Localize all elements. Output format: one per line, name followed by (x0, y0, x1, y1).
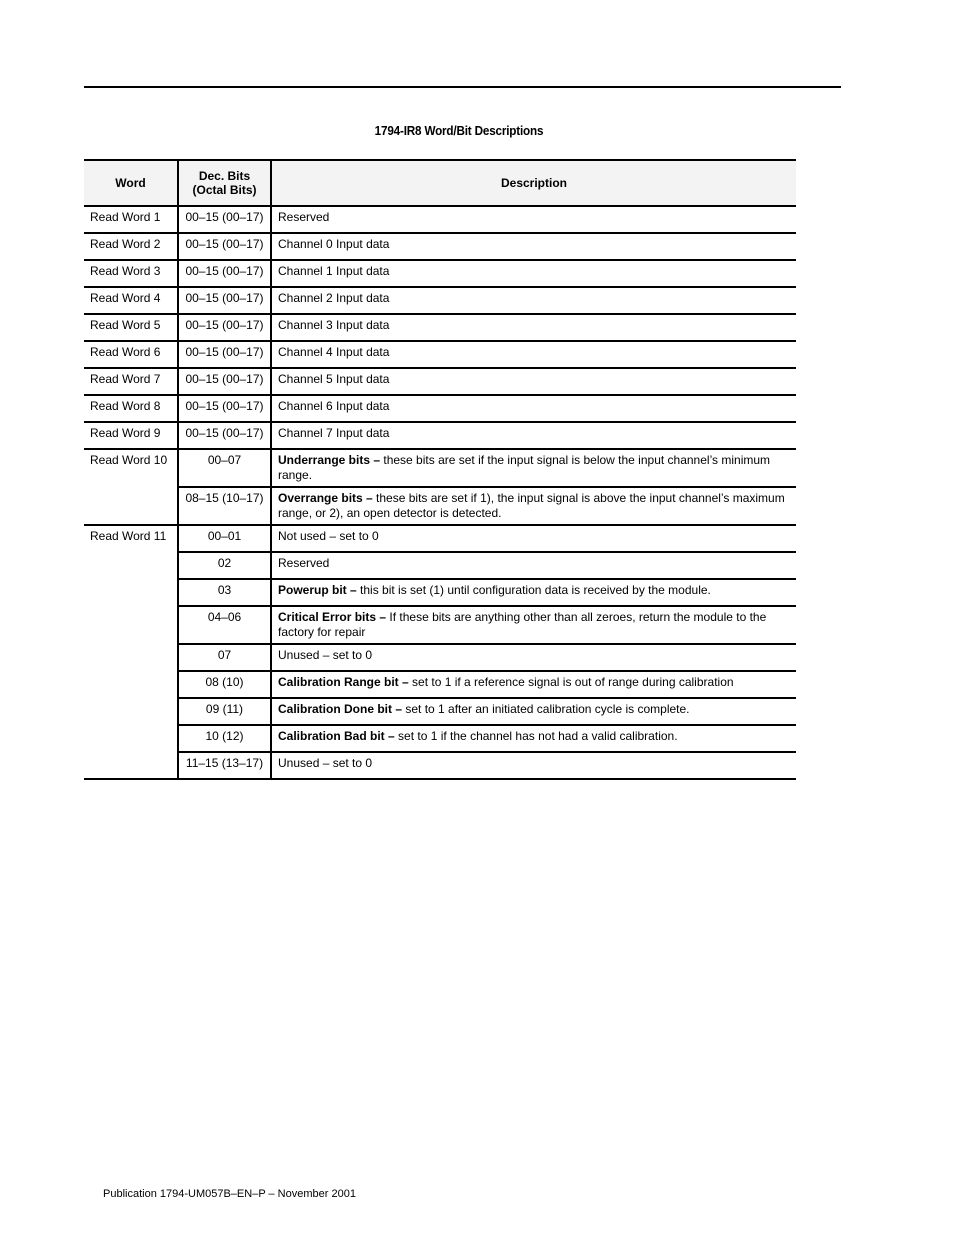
description-label: Calibration Done bit – (278, 702, 403, 716)
cell-description (271, 206, 796, 233)
cell-bits: 07 (178, 644, 271, 671)
description-text: Channel 6 Input data (278, 399, 390, 413)
table-row (84, 341, 796, 368)
cell-description (271, 368, 796, 395)
word-bit-table (84, 159, 796, 780)
cell-word: Read Word 6 (84, 341, 178, 368)
header-bits (178, 160, 271, 206)
cell-description (271, 449, 796, 487)
table-row (84, 206, 796, 233)
cell-description (271, 752, 796, 779)
cell-word: Read Word 5 (84, 314, 178, 341)
description-text: Channel 1 Input data (278, 264, 390, 278)
description-text: set to 1 after an initiated calibration cycle is complete. (402, 702, 690, 716)
description-text: set to 1 if the channel has not had a valid calibration. (394, 729, 678, 743)
table-row (84, 698, 796, 725)
cell-bits: 00–07 (178, 449, 271, 487)
description-text: Channel 2 Input data (278, 291, 390, 305)
cell-description (271, 552, 796, 579)
table-row (84, 579, 796, 606)
description-text: Channel 5 Input data (278, 372, 390, 386)
cell-bits: 00–15 (00–17) (178, 206, 271, 233)
table-row (84, 752, 796, 779)
cell-word: Read Word 10 (84, 449, 178, 525)
table-row (84, 552, 796, 579)
cell-bits: 00–15 (00–17) (178, 368, 271, 395)
cell-bits: 00–15 (00–17) (178, 422, 271, 449)
table-row (84, 233, 796, 260)
table-row (84, 725, 796, 752)
cell-description (271, 606, 796, 644)
header-bits-line2: (Octal Bits) (192, 183, 257, 197)
cell-word: Read Word 1 (84, 206, 178, 233)
description-text: Reserved (278, 210, 330, 224)
description-text: set to 1 if a reference signal is out of range during calibration (408, 675, 734, 689)
top-rule (84, 86, 841, 88)
cell-word: Read Word 3 (84, 260, 178, 287)
table-row (84, 671, 796, 698)
description-text: Channel 0 Input data (278, 237, 390, 251)
description-text: these bits are set if 1), the input signal is above the input channel’s maximum range, or 2), an open detector is detected. (278, 491, 785, 520)
cell-description (271, 525, 796, 552)
table-row (84, 525, 796, 552)
cell-bits: 08–15 (10–17) (178, 487, 271, 525)
cell-description (271, 671, 796, 698)
cell-word: Read Word 8 (84, 395, 178, 422)
description-text: these bits are set if the input signal is below the input channel’s minimum range. (278, 453, 771, 482)
description-label: Critical Error bits – (278, 610, 387, 624)
table-row (84, 260, 796, 287)
cell-bits: 00–01 (178, 525, 271, 552)
description-text: Unused – set to 0 (278, 648, 373, 662)
cell-bits: 02 (178, 552, 271, 579)
table-row (84, 449, 796, 487)
cell-description (271, 644, 796, 671)
description-text: Channel 3 Input data (278, 318, 390, 332)
cell-description (271, 725, 796, 752)
footer-publication: Publication 1794-UM057B–EN–P – November 2001 (103, 1188, 356, 1200)
cell-description (271, 314, 796, 341)
description-label: Underrange bits – (278, 453, 381, 467)
description-text: Channel 4 Input data (278, 345, 390, 359)
cell-bits: 11–15 (13–17) (178, 752, 271, 779)
header-bits-line1: Dec. Bits (198, 169, 251, 183)
description-text: this bit is set (1) until configuration data is received by the module. (356, 583, 711, 597)
description-text: Reserved (278, 556, 330, 570)
cell-description (271, 698, 796, 725)
cell-word: Read Word 11 (84, 525, 178, 779)
cell-word: Read Word 9 (84, 422, 178, 449)
header-description: Description (271, 160, 796, 206)
cell-word: Read Word 4 (84, 287, 178, 314)
table-row (84, 644, 796, 671)
cell-word: Read Word 7 (84, 368, 178, 395)
cell-bits: 10 (12) (178, 725, 271, 752)
description-text: Channel 7 Input data (278, 426, 390, 440)
cell-description (271, 341, 796, 368)
table-body (84, 206, 796, 779)
description-text: Unused – set to 0 (278, 756, 373, 770)
table-row (84, 368, 796, 395)
cell-description (271, 487, 796, 525)
description-label: Powerup bit – (278, 583, 357, 597)
table-row (84, 395, 796, 422)
table-header-row (84, 160, 796, 206)
cell-description (271, 579, 796, 606)
table-row (84, 314, 796, 341)
description-text: If these bits are anything other than all zeroes, return the module to the factory for repair (278, 610, 767, 639)
description-label: Overrange bits – (278, 491, 373, 505)
table-row (84, 606, 796, 644)
description-text: Not used – set to 0 (278, 529, 379, 543)
cell-description (271, 233, 796, 260)
description-label: Calibration Bad bit – (278, 729, 395, 743)
cell-bits: 00–15 (00–17) (178, 233, 271, 260)
cell-bits: 03 (178, 579, 271, 606)
header-word: Word (84, 160, 178, 206)
cell-description (271, 287, 796, 314)
table-row (84, 487, 796, 525)
cell-bits: 08 (10) (178, 671, 271, 698)
cell-bits: 00–15 (00–17) (178, 341, 271, 368)
cell-description (271, 422, 796, 449)
cell-bits: 04–06 (178, 606, 271, 644)
table-row (84, 422, 796, 449)
table-title: 1794-IR8 Word/Bit Descriptions (374, 123, 544, 138)
description-label: Calibration Range bit – (278, 675, 409, 689)
cell-bits: 00–15 (00–17) (178, 314, 271, 341)
cell-description (271, 260, 796, 287)
table-row (84, 287, 796, 314)
cell-word: Read Word 2 (84, 233, 178, 260)
cell-bits: 00–15 (00–17) (178, 395, 271, 422)
cell-bits: 00–15 (00–17) (178, 287, 271, 314)
cell-bits: 00–15 (00–17) (178, 260, 271, 287)
cell-bits: 09 (11) (178, 698, 271, 725)
cell-description (271, 395, 796, 422)
